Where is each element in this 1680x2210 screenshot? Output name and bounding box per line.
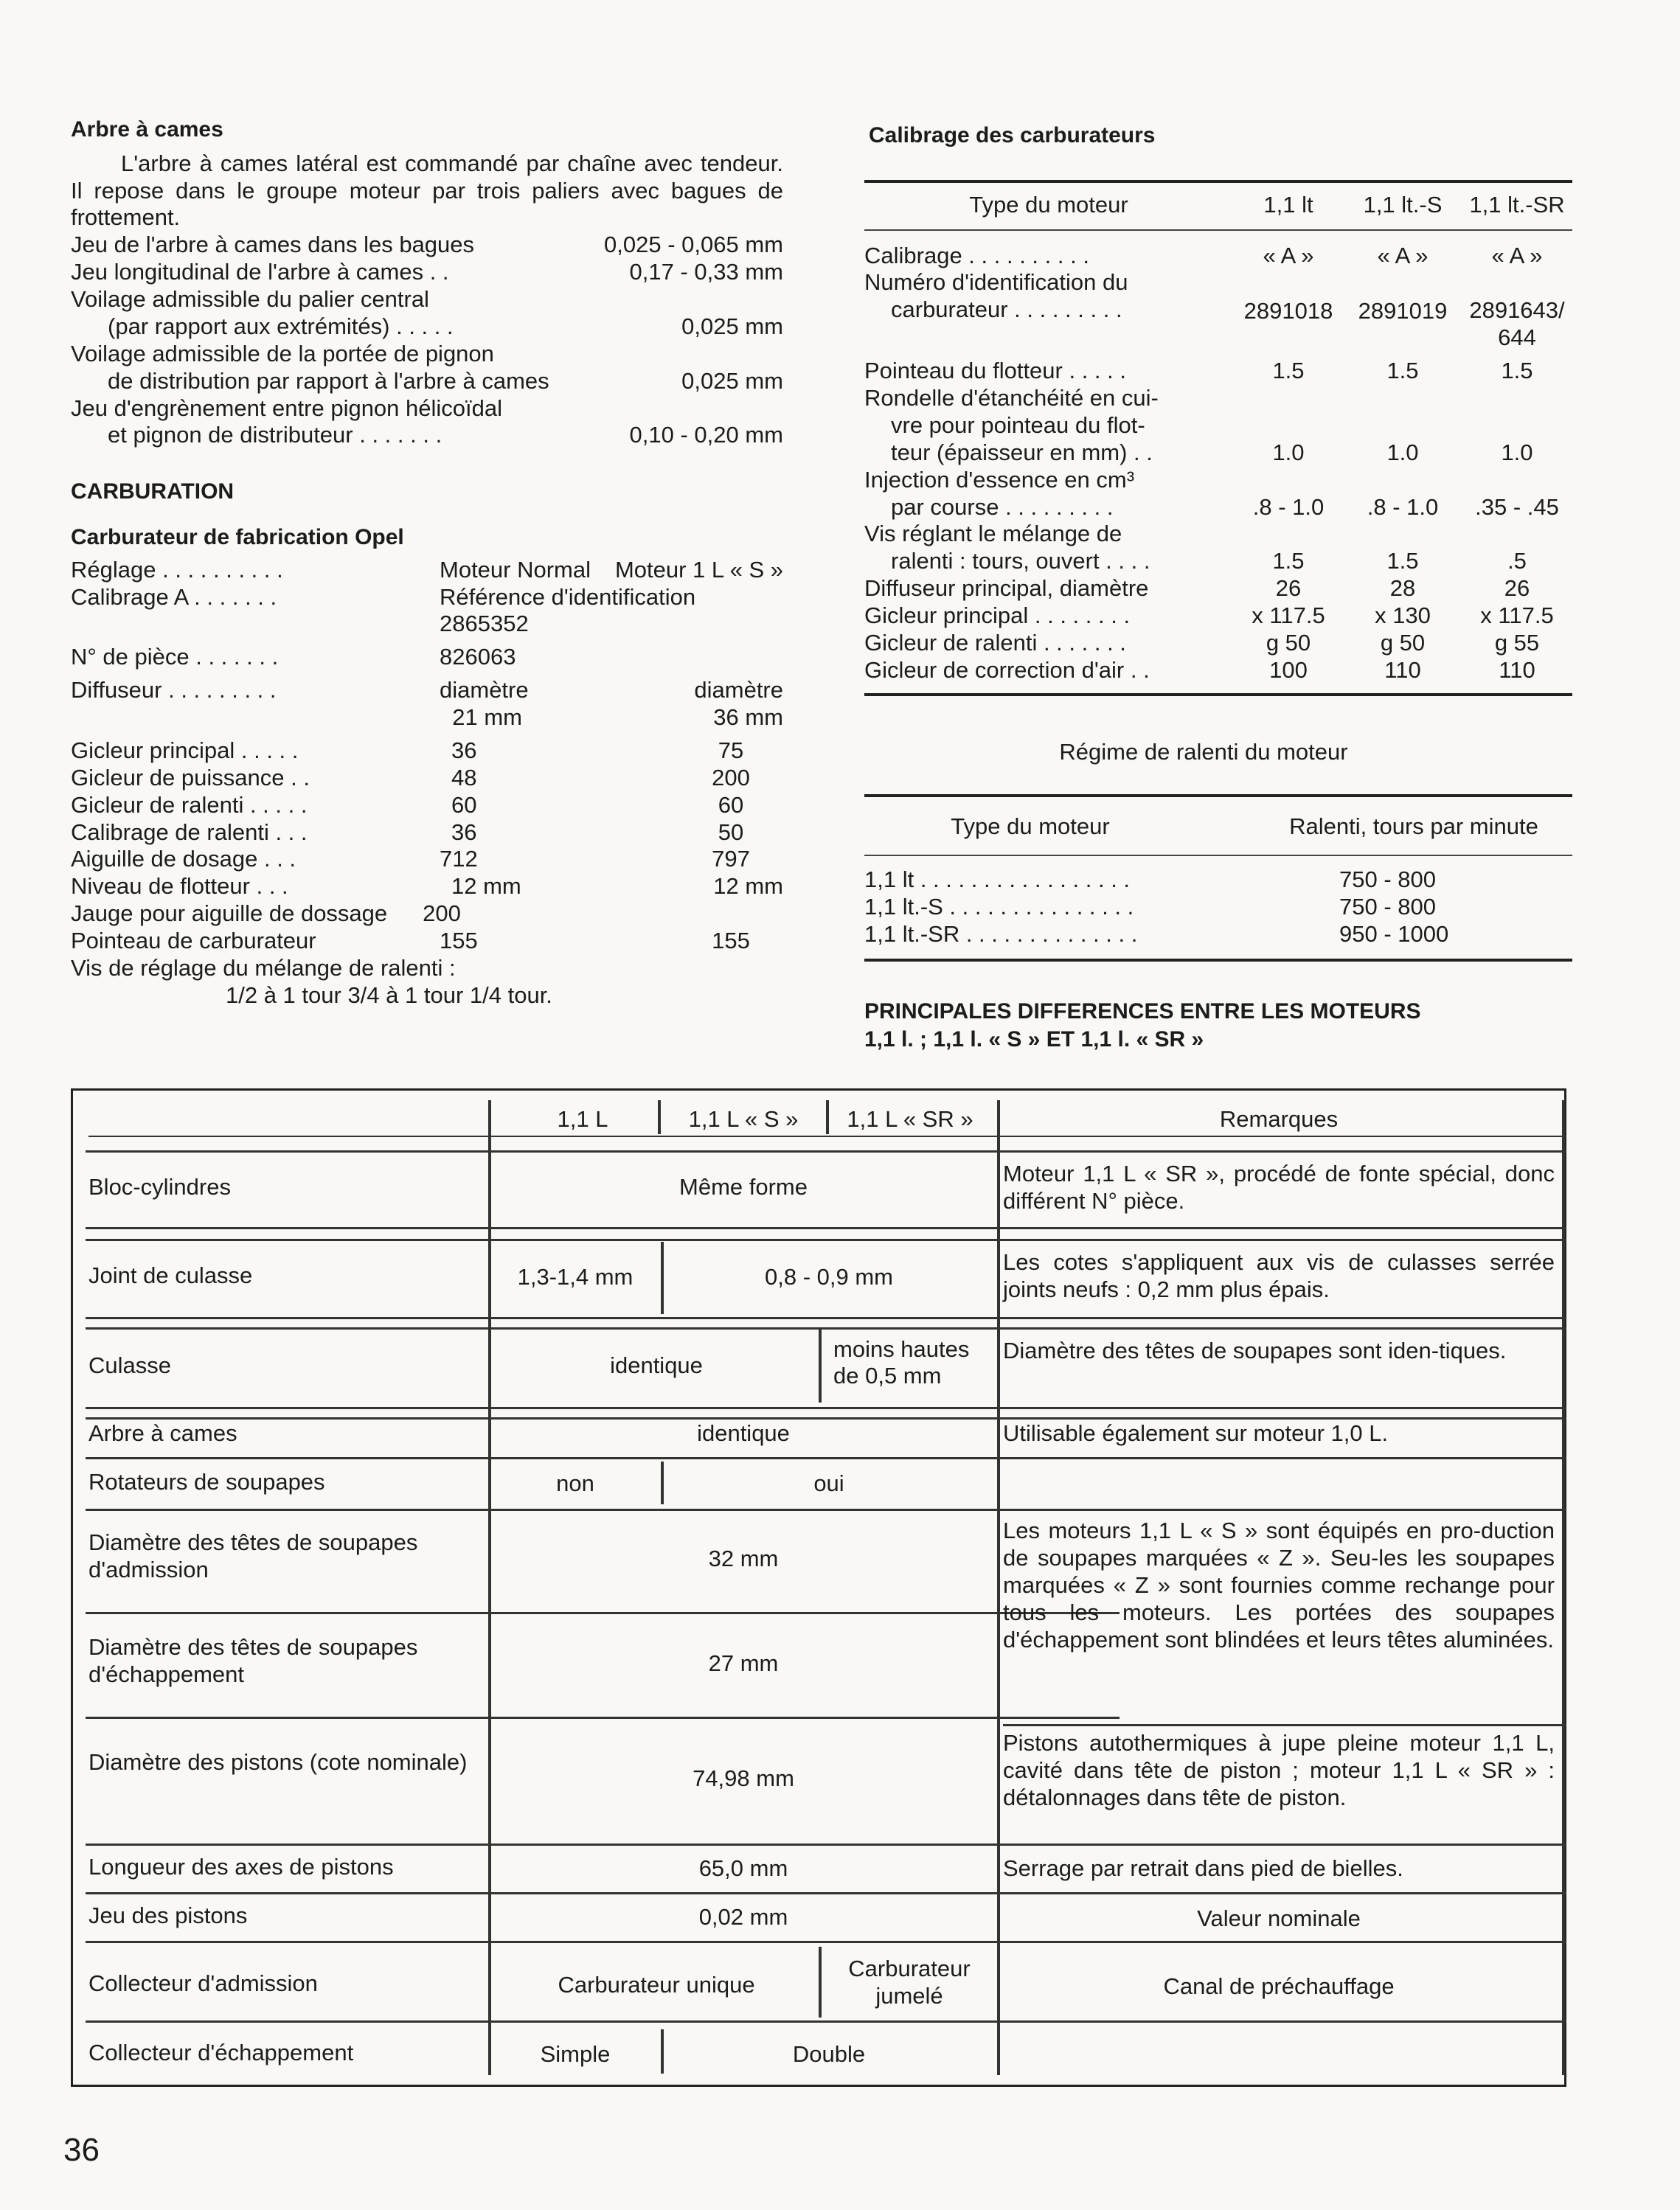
row-label-coll-adm: Collecteur d'admission: [88, 1970, 318, 1996]
calib-row: Pointeau du flotteur . . . . . 1.5 1.5 1.5: [864, 358, 1533, 384]
calib-header-row: Type du moteur 1,1 lt 1,1 lt.-S 1,1 lt.-SR: [969, 191, 1565, 218]
value-culasse-3: moins hautes de 0,5 mm: [833, 1336, 970, 1389]
carb-opel-grid: Réglage . . . . . . . . . . Moteur Normal Moteur 1 L « S » Calibrage A . . . . . . . Référence d'identification 2865352 N° de pièce . . . . . . . 826063 Diffuseur . . . . . . . . . diamètre 21 mm diamètre 36 mm Gicleur principal . . . . . 36 75 Gicleur de puissance . . 48 200 Gicleur de ralenti . . . . . 60 60 Calibrage de ralenti . . . 36 50 Aiguille de dosage . . . 712 797 Niveau de flotteur . . . 12 mm 12 mm: [71, 556, 783, 900]
value-arbre: identique: [697, 1420, 790, 1446]
value-coll-ech-2: Double: [792, 2041, 866, 2067]
remark-axes: Serrage par retrait dans pied de bielles.: [1003, 1855, 1403, 1881]
spec-row: et pignon de distributeur . . . . . . . 0,10 - 0,20 mm: [108, 422, 783, 448]
col-separator: [819, 1327, 822, 1403]
remark-joint: Les cotes s'appliquent aux vis de culasses serrée joints neufs : 0,2 mm plus épais.: [1003, 1249, 1555, 1302]
rule: [86, 1227, 1566, 1229]
rule: [86, 1941, 1566, 1943]
value-bloc: Même forme: [679, 1174, 808, 1200]
arbre-title: Arbre à cames: [71, 117, 223, 142]
value-joint-2: 0,8 - 0,9 mm: [765, 1264, 893, 1290]
remark-culasse: Diamètre des têtes de soupapes sont iden-tiques.: [1003, 1338, 1507, 1363]
col-separator: [1562, 1100, 1565, 2075]
rule: [86, 2020, 1566, 2023]
spec-row: Jeu longitudinal de l'arbre à cames . . 0,17 - 0,33 mm: [71, 259, 783, 285]
spec-row: de distribution par rapport à l'arbre à cames 0,025 mm: [108, 367, 783, 394]
calib-row: Vis réglant le mélange de ralenti : tours, ouvert . . . . 1.5 1.5 .5: [864, 521, 1527, 574]
calib-table: [864, 183, 1572, 693]
spec-row: Jeu de l'arbre à cames dans les bagues 0,025 - 0,065 mm: [71, 232, 783, 258]
calib-row: Diffuseur principal, diamètre 26 28 26: [864, 575, 1530, 602]
value-rotateurs-2: oui: [813, 1470, 844, 1496]
value-axes: 65,0 mm: [698, 1855, 788, 1881]
row-label-joint: Joint de culasse: [88, 1262, 253, 1288]
row-label-pistons: Diamètre des pistons (cote nominale): [88, 1749, 468, 1775]
rule: [86, 1844, 1566, 1846]
remark-coll-adm: Canal de préchauffage: [1163, 1973, 1395, 1999]
calib-row: Gicleur principal . . . . . . . . x 117.5 x 130 x 117.5: [864, 602, 1554, 629]
carb-opel-title: Carburateur de fabrication Opel: [71, 525, 404, 549]
rule: [86, 1612, 1120, 1614]
value-jeu: 0,02 mm: [698, 1904, 788, 1930]
rule: [88, 1136, 1566, 1137]
col-separator: [997, 1100, 1000, 2075]
regime-header-row: Type du moteur Ralenti, tours par minute: [951, 813, 1538, 839]
row-label-coll-ech: Collecteur d'échappement: [88, 2040, 354, 2065]
calib-row: Rondelle d'étanchéité en cui- vre pour pointeau du flot- teur (épaisseur en mm) . . 1.0 1.0 1.0: [864, 385, 1533, 465]
row-label-rotateurs: Rotateurs de soupapes: [88, 1469, 325, 1495]
value-admission: 32 mm: [708, 1546, 779, 1571]
pointeau-row: Pointeau de carburateur 155 155: [71, 928, 750, 954]
value-coll-adm-3: Carburateur jumelé: [848, 1956, 971, 2009]
rule: [86, 1317, 1566, 1319]
col-separator: [819, 1947, 822, 2018]
header-1-1-l-sr: 1,1 L « SR »: [847, 1106, 973, 1132]
value-coll-ech-1: Simple: [540, 2041, 611, 2067]
col-separator: [661, 1462, 664, 1504]
rule: [864, 855, 1572, 856]
rule: [1003, 1724, 1566, 1726]
rule: [86, 1509, 1566, 1511]
regime-row: 1,1 lt.-S . . . . . . . . . . . . . . . 750 - 800: [864, 894, 1436, 920]
col-separator: [488, 1100, 491, 2075]
left-column: [71, 117, 783, 1010]
header-1-1-l-s: 1,1 L « S »: [688, 1106, 799, 1132]
spec-row: Voilage admissible de la portée de pignon: [71, 340, 494, 366]
differences-subtitle: 1,1 l. ; 1,1 l. « S » ET 1,1 l. « SR »: [864, 1026, 1204, 1052]
rule: [86, 1417, 1566, 1420]
rule: [86, 1457, 1566, 1459]
page-number: 36: [63, 2132, 100, 2168]
remark-jeu: Valeur nominale: [1197, 1905, 1361, 1931]
arbre-spec-list: [71, 232, 783, 449]
calib-row: Calibrage . . . . . . . . . . « A » « A » « A »: [864, 242, 1543, 268]
rule: [86, 1407, 1566, 1409]
rule: [86, 1892, 1566, 1894]
row-label-axes: Longueur des axes de pistons: [88, 1854, 394, 1880]
remark-bloc: Moteur 1,1 L « SR », procédé de fonte spécial, donc différent N° pièce.: [1003, 1161, 1555, 1214]
rule: [86, 1717, 1120, 1719]
rule: [864, 959, 1572, 962]
value-pistons: 74,98 mm: [693, 1765, 794, 1791]
regime-row: 1,1 lt . . . . . . . . . . . . . . . . . 750 - 800: [864, 866, 1436, 893]
col-separator: [661, 2029, 664, 2074]
row-label-bloc: Bloc-cylindres: [88, 1174, 231, 1200]
regime-table: [864, 797, 1572, 959]
jauge-row: Jauge pour aiguille de dossage 200: [71, 900, 461, 927]
col-separator: [658, 1100, 661, 1134]
regime-row: 1,1 lt.-SR . . . . . . . . . . . . . . 950 - 1000: [864, 921, 1449, 948]
rule: [86, 1150, 1566, 1153]
header-1-1-l: 1,1 L: [557, 1106, 608, 1132]
remark-pistons: Pistons autothermiques à jupe pleine moteur 1,1 L, cavité dans tête de piston ; moteur 1,1 L « SR » : détalonnages dans tête de piston.: [1003, 1730, 1555, 1810]
differences-title: PRINCIPALES DIFFERENCES ENTRE LES MOTEURS: [864, 999, 1421, 1024]
calib-row: Gicleur de correction d'air . . 100 110 110: [864, 656, 1535, 683]
header-remarques: Remarques: [1219, 1106, 1339, 1132]
rule: [86, 1239, 1566, 1241]
value-coll-adm-1: Carburateur unique: [558, 1972, 755, 1998]
value-echappement: 27 mm: [708, 1650, 779, 1676]
value-rotateurs-1: non: [556, 1470, 594, 1496]
rule: [86, 1327, 1566, 1330]
vis-label: Vis de réglage du mélange de ralenti :: [71, 954, 456, 981]
rule: [864, 229, 1572, 231]
remark-soupapes: Les moteurs 1,1 L « S » sont équipés en pro-duction de soupapes marquées « Z ». Seu-les les soupapes marquées « Z » sont fournies comme rechange pour tous les moteurs. Les portées des soupapes d'échappement sont blindées et leurs têtes aluminées.: [1003, 1518, 1555, 1653]
arbre-paragraph: L'arbre à cames latéral est commandé par chaîne avec tendeur. Il repose dans le groupe moteur par trois paliers avec bagues de frottement.: [71, 150, 783, 231]
right-column: [864, 117, 1572, 1052]
value-joint-1: 1,3-1,4 mm: [517, 1264, 634, 1290]
remark-arbre: Utilisable également sur moteur 1,0 L.: [1003, 1420, 1389, 1446]
row-label-jeu: Jeu des pistons: [88, 1903, 248, 1928]
carburation-title: CARBURATION: [71, 479, 235, 504]
row-label-admission: Diamètre des têtes de soupapes d'admission: [88, 1529, 418, 1582]
vis-value: 1/2 à 1 tour 3/4 à 1 tour 1/4 tour.: [226, 981, 552, 1008]
regime-title: Régime de ralenti du moteur: [1059, 738, 1348, 765]
value-culasse-1: identique: [610, 1352, 703, 1378]
col-separator: [661, 1242, 664, 1314]
rule: [864, 693, 1572, 696]
spec-row: (par rapport aux extrémités) . . . . . 0,025 mm: [108, 313, 783, 339]
calib-row: Injection d'essence en cm³ par course . . . . . . . . . .8 - 1.0 .8 - 1.0 .35 - .45: [864, 466, 1559, 520]
calib-title: Calibrage des carburateurs: [869, 123, 1156, 147]
row-label-echappement: Diamètre des têtes de soupapes d'échappement: [88, 1634, 418, 1687]
row-label-culasse: Culasse: [88, 1352, 171, 1378]
spec-row: Voilage admissible du palier central: [71, 286, 429, 313]
row-label-arbre: Arbre à cames: [88, 1420, 237, 1446]
calib-row: Numéro d'identification du carburateur . . . . . . . . . 2891018 2891019 2891643/ 644: [864, 269, 1565, 351]
spec-row: Jeu d'engrènement entre pignon hélicoïdal: [71, 395, 503, 421]
calib-row: Gicleur de ralenti . . . . . . . g 50 g 50 g 55: [864, 629, 1540, 656]
